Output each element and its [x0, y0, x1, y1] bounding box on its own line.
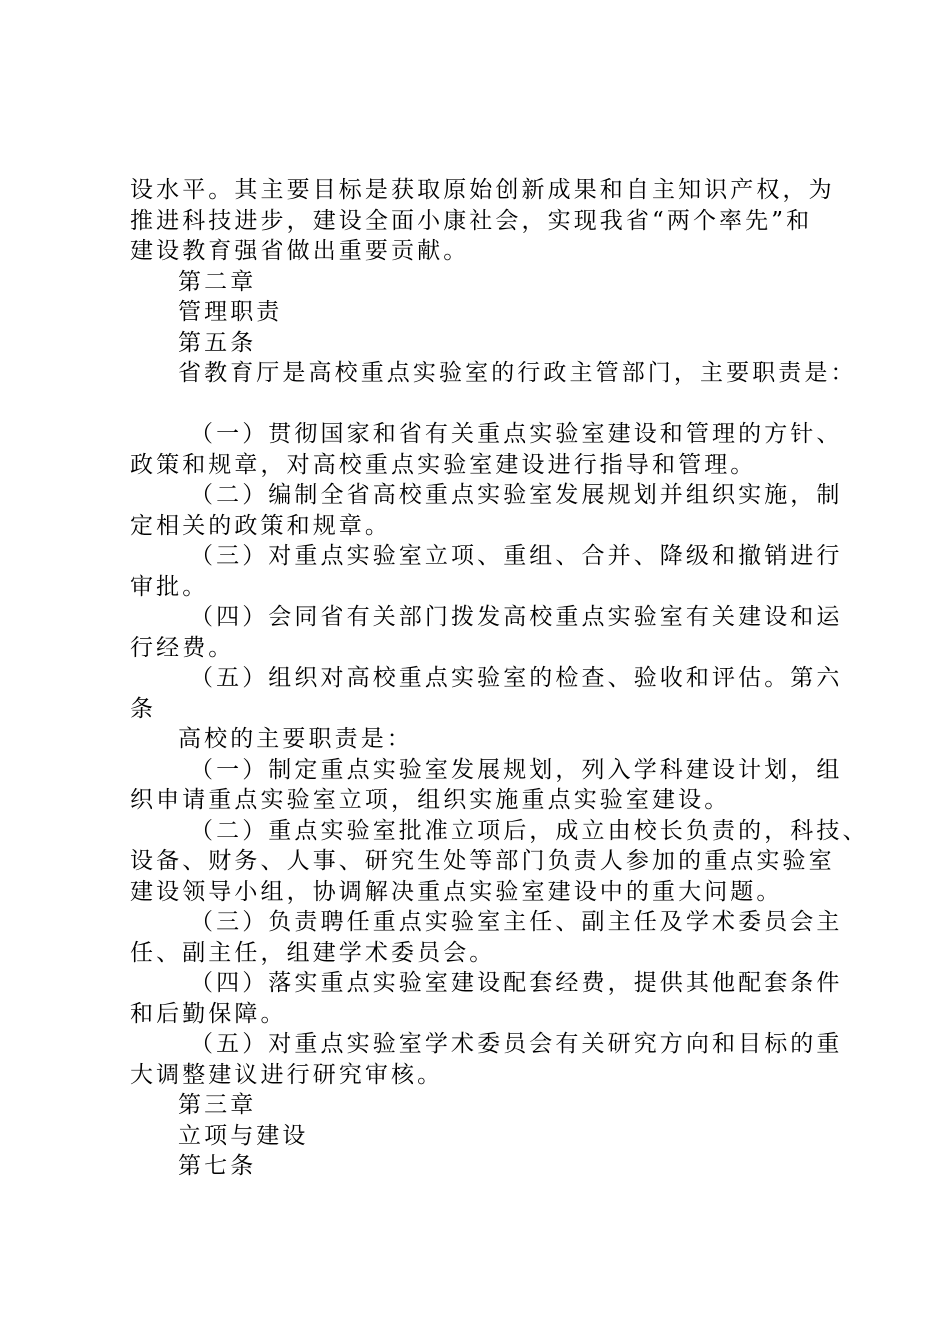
text-line: 第二章	[178, 268, 257, 295]
text-line: 第三章	[178, 1092, 257, 1118]
text-line: 定相关的政策和规章。	[130, 512, 391, 539]
text-line: （三）负责聘任重点实验室主任、副主任及学术委员会主	[190, 909, 843, 935]
text-line: （一）制定重点实验室发展规划，列入学科建设计划，组	[190, 756, 843, 783]
text-line: 和后勤保障。	[130, 1000, 287, 1027]
text-line: 条	[130, 695, 157, 722]
text-line: 设备、财务、人事、研究生处等部门负责人参加的重点实验室	[130, 848, 835, 874]
text-line: 织申请重点实验室立项，组织实施重点实验室建设。	[130, 787, 731, 813]
text-line: 审批。	[130, 573, 209, 600]
text-line	[130, 389, 830, 420]
text-line: 设水平。其主要目标是获取原始创新成果和自主知识产权，为	[130, 177, 835, 203]
text-line: （一）贯彻国家和省有关重点实验室建设和管理的方针、	[190, 421, 843, 447]
text-line: （二）重点实验室批准立项后，成立由校长负责的，科技、	[190, 817, 869, 844]
text-line: 第七条	[178, 1153, 257, 1179]
text-line: （五）对重点实验室学术委员会有关研究方向和目标的重	[190, 1031, 843, 1057]
text-line: （四）落实重点实验室建设配套经费，提供其他配套条件	[190, 970, 843, 996]
text-line: 大调整建议进行研究审核。	[130, 1061, 444, 1088]
text-line: 立项与建设	[178, 1122, 309, 1149]
text-line: 建设领导小组，协调解决重点实验室建设中的重大问题。	[130, 878, 783, 905]
text-line: 管理职责	[178, 299, 283, 325]
text-line: （五）组织对高校重点实验室的检查、验收和评估。第六	[190, 665, 843, 691]
text-line: 政策和规章，对高校重点实验室建设进行指导和管理。	[130, 451, 757, 478]
text-line: 推进科技进步，建设全面小康社会，实现我省“两个率先”和	[130, 207, 813, 234]
text-line: 建设教育强省做出重要贡献。	[130, 238, 470, 264]
text-line: （三）对重点实验室立项、重组、合并、降级和撤销进行	[190, 543, 843, 569]
text-line: 任、副主任，组建学术委员会。	[130, 939, 496, 966]
text-line: （二）编制全省高校重点实验室发展规划并组织实施，制	[190, 482, 843, 508]
text-line: 第五条	[178, 329, 257, 356]
text-line: 高校的主要职责是：	[178, 726, 413, 752]
text-line: （四）会同省有关部门拨发高校重点实验室有关建设和运	[190, 604, 843, 630]
text-line: 省教育厅是高校重点实验室的行政主管部门，主要职责是：	[178, 360, 857, 386]
text-line: 行经费。	[130, 634, 235, 661]
document-body	[130, 175, 869, 1182]
